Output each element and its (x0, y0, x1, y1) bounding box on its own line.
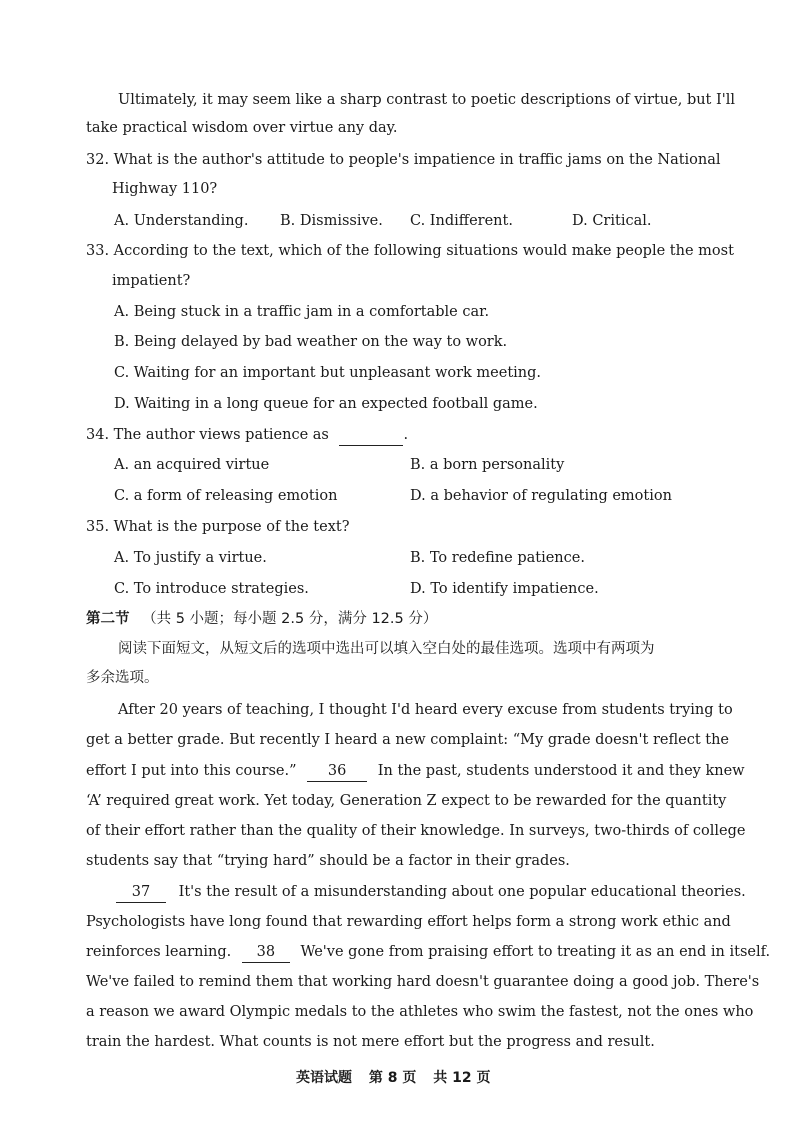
question-34-stem-end: . (403, 427, 409, 443)
question-32-stem: 32. What is the author's attitude to people's impatience in traffic jams on the National (86, 152, 721, 168)
question-33-option-b: B. Being delayed by bad weather on the way to work. (114, 334, 508, 350)
footer-subject: 英语试题 (296, 1070, 352, 1086)
question-33-stem-cont: impatient? (112, 273, 191, 289)
passage-2-line-3-post: In the past, students understood it and they knew (377, 763, 745, 779)
passage-2-p2-line-4: We've failed to remind them that working hard doesn't guarantee doing a good job. There's (86, 974, 760, 990)
question-33-stem: 33. According to the text, which of the following situations would make people the most (86, 243, 734, 259)
passage-2-p2-line-6: train the hardest. What counts is not mere effort but the progress and result. (86, 1034, 655, 1050)
passage-2-p2-line-1 (116, 882, 746, 903)
passage-2-line-4: ‘A’ required great work. Yet today, Generation Z expect to be rewarded for the quantity (86, 793, 727, 809)
question-34-stem-text: 34. The author views patience as (86, 427, 329, 443)
question-34-option-c: C. a form of releasing emotion (114, 488, 338, 504)
passage-2-p2-line-1-post: It's the result of a misunderstanding about one popular educational theories. (178, 884, 746, 900)
question-35-stem: 35. What is the purpose of the text? (86, 519, 350, 535)
footer-total-pages: 共 12 页 (433, 1070, 491, 1086)
passage-2-line-6: students say that “trying hard” should be a factor in their grades. (86, 853, 570, 869)
question-34-blank (339, 425, 403, 446)
passage-2-p2-line-5: a reason we award Olympic medals to the athletes who swim the fastest, not the ones who (86, 1004, 754, 1020)
section-2-title: 第二节 (86, 611, 130, 627)
section-2-instruction-line-2: 多余选项。 (86, 670, 159, 686)
section-2-scoring-note: （共 5 小题；每小题 2.5 分，满分 12.5 分） (142, 611, 438, 627)
question-35-option-b: B. To redefine patience. (410, 550, 585, 566)
question-35-option-a: A. To justify a virtue. (114, 550, 267, 566)
question-34-option-b: B. a born personality (410, 457, 565, 473)
passage-2-p2-line-2: Psychologists have long found that rewarding effort helps form a strong work ethic and (86, 914, 731, 930)
page-footer (296, 1068, 490, 1088)
question-32-option-d: D. Critical. (572, 213, 652, 229)
question-33-option-c: C. Waiting for an important but unpleasant work meeting. (114, 365, 542, 381)
question-32-stem-cont: Highway 110? (112, 181, 218, 197)
passage-2-p2-line-3-post: We've gone from praising effort to treating it as an end in itself. (300, 944, 771, 960)
passage-2-p2-line-3-pre: reinforces learning. (86, 944, 232, 960)
footer-page-number: 第 8 页 (368, 1070, 417, 1086)
question-33-option-d: D. Waiting in a long queue for an expected football game. (114, 396, 538, 412)
question-32-option-a: A. Understanding. (114, 213, 249, 229)
blank-38: 38 (242, 942, 290, 963)
question-33-option-a: A. Being stuck in a traffic jam in a comfortable car. (114, 304, 490, 320)
question-34-option-a: A. an acquired virtue (114, 457, 270, 473)
question-35-option-d: D. To identify impatience. (410, 581, 599, 597)
section-2-instruction-line-1: 阅读下面短文，从短文后的选项中选出可以填入空白处的最佳选项。选项中有两项为 (118, 641, 655, 657)
blank-37: 37 (116, 882, 166, 903)
passage-2-line-1: After 20 years of teaching, I thought I'd heard every excuse from students trying to (118, 702, 733, 718)
passage-end-line-1: Ultimately, it may seem like a sharp contrast to poetic descriptions of virtue, but I'll (118, 92, 735, 108)
passage-2-line-2: get a better grade. But recently I heard a new complaint: “My grade doesn't reflect the (86, 732, 730, 748)
question-32-option-b: B. Dismissive. (280, 213, 383, 229)
question-34-option-d: D. a behavior of regulating emotion (410, 488, 672, 504)
blank-36: 36 (307, 761, 367, 782)
passage-2-line-3 (86, 761, 745, 782)
passage-2-p2-line-3 (86, 942, 770, 963)
passage-2-line-3-pre: effort I put into this course.” (86, 763, 297, 779)
passage-2-line-5: of their effort rather than the quality of their knowledge. In surveys, two-thirds of college (86, 823, 746, 839)
section-2-heading (86, 609, 437, 629)
question-35-option-c: C. To introduce strategies. (114, 581, 309, 597)
question-32-option-c: C. Indifferent. (410, 213, 513, 229)
question-34-stem (86, 425, 408, 446)
passage-end-line-2: take practical wisdom over virtue any day. (86, 120, 398, 136)
